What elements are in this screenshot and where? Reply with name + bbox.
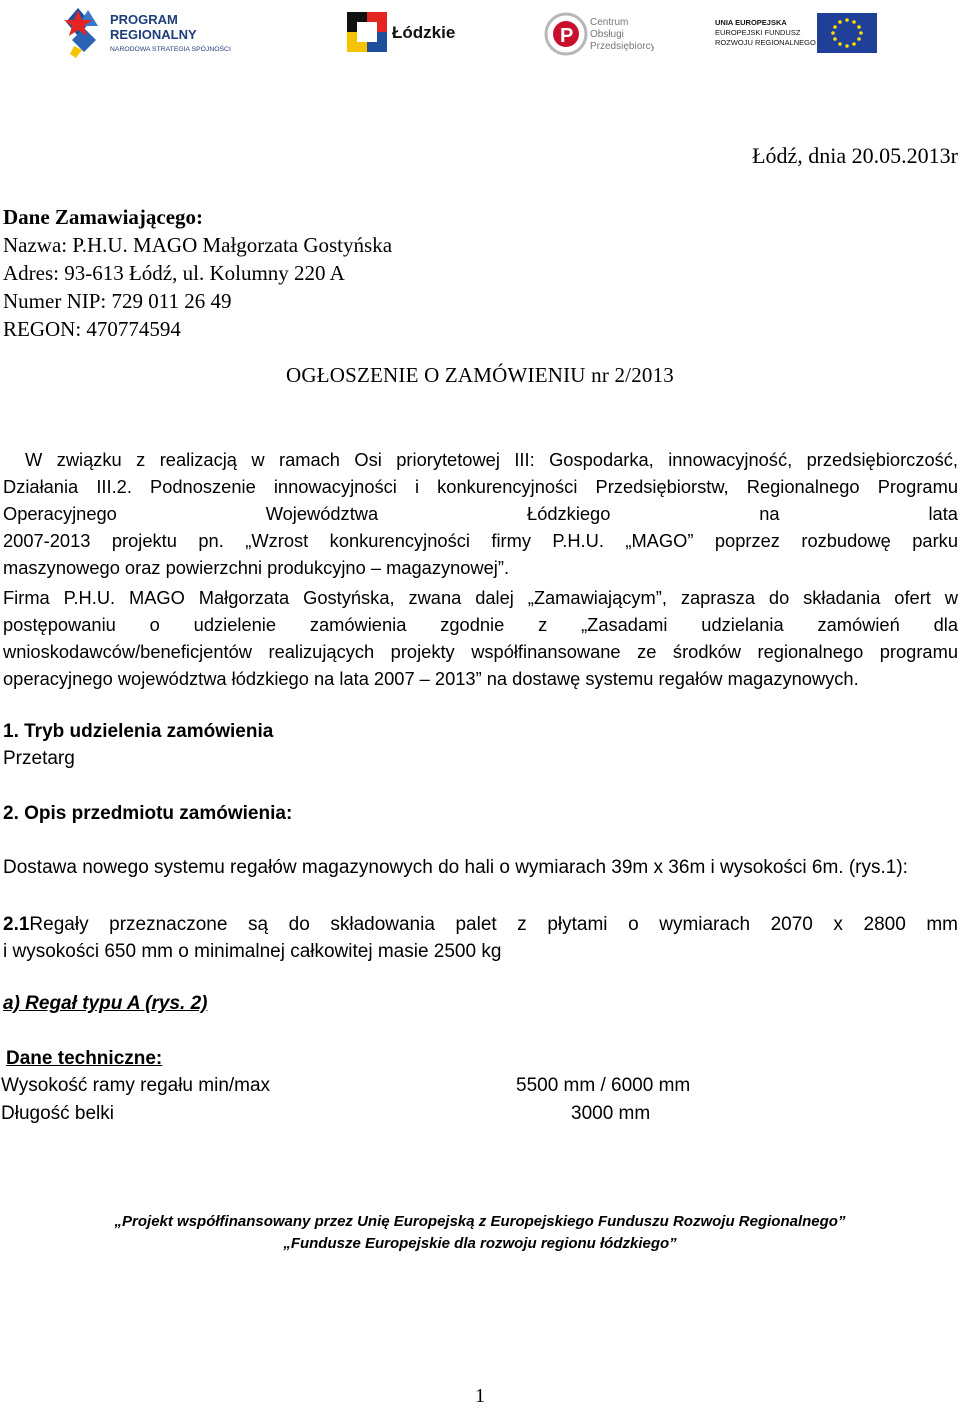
item-2-1	[3, 911, 958, 965]
svg-text:ROZWOJU REGIONALNEGO: ROZWOJU REGIONALNEGO	[715, 38, 816, 47]
svg-text:EUROPEJSKI FUNDUSZ: EUROPEJSKI FUNDUSZ	[715, 28, 801, 37]
intro-word: Operacyjnego	[3, 503, 117, 524]
item-number: 2.1	[3, 914, 30, 935]
section1-value: Przetarg	[3, 748, 75, 769]
tech-row-label: Długość belki	[1, 1103, 114, 1124]
centrum-obslugi-logo	[544, 12, 654, 58]
tech-row-label: Wysokość ramy regału min/max	[1, 1075, 271, 1096]
intro-line: 2007-2013 projektu pn. „Wzrost konkurencyjności firmy P.H.U. „MAGO” poprzez rozbudowę parku	[3, 530, 958, 551]
tech-heading: Dane techniczne:	[6, 1048, 163, 1069]
program-regionalny-logo	[64, 2, 239, 58]
svg-text:Przedsiębiorcy: Przedsiębiorcy	[590, 41, 654, 52]
tech-row-value: 3000 mm	[571, 1103, 651, 1124]
company-line: Firma P.H.U. MAGO Małgorzata Gostyńska, zwana dalej „Zamawiającym”, zaprasza do składania ofert w	[3, 587, 958, 608]
intro-line	[3, 500, 958, 527]
item-2-1-line2: i wysokości 650 mm o minimalnej całkowitej masie 2500 kg	[3, 941, 502, 962]
company-line: postępowaniu o udzielenie zamówienia zgodnie z „Zasadami udzielania zamówień dla	[3, 614, 958, 635]
footer-line-1: „Projekt współfinansowany przez Unię Europejską z Europejskiego Funduszu Rozwoju Regionalnego”	[114, 1213, 846, 1230]
svg-text:REGIONALNY: REGIONALNY	[110, 27, 197, 42]
svg-text:Łódzkie: Łódzkie	[392, 23, 456, 42]
svg-text:NARODOWA STRATEGIA SPÓJNOŚCI: NARODOWA STRATEGIA SPÓJNOŚCI	[110, 46, 231, 53]
svg-text:Centrum: Centrum	[590, 17, 629, 28]
rack-a-heading: a) Regał typu A (rys. 2)	[3, 993, 208, 1014]
document-date: Łódź, dnia 20.05.2013r	[752, 143, 958, 168]
ordering-party-nip: Numer NIP: 729 011 26 49	[3, 289, 232, 313]
svg-text:UNIA EUROPEJSKA: UNIA EUROPEJSKA	[715, 18, 787, 27]
intro-word: Województwa	[265, 503, 379, 524]
ordering-party-name: Nazwa: P.H.U. MAGO Małgorzata Gostyńska	[3, 233, 393, 257]
ordering-party-address: Adres: 93-613 Łódź, ul. Kolumny 220 A	[3, 261, 345, 285]
company-line: operacyjnego województwa łódzkiego na lata 2007 – 2013” na dostawę systemu regałów magazynowych.	[3, 668, 859, 689]
company-paragraph	[3, 584, 958, 692]
item-text: Regały przeznaczone są do składowania palet z płytami o wymiarach 2070 x 2800 mm	[29, 914, 958, 935]
intro-line: maszynowego oraz powierzchni produkcyjno – magazynowej”.	[3, 557, 510, 578]
tech-row-value: 5500 mm / 6000 mm	[516, 1075, 691, 1096]
document-title: OGŁOSZENIE O ZAMÓWIENIU nr 2/2013	[285, 363, 675, 387]
intro-word: Łódzkiego	[527, 503, 611, 524]
intro-line: Działania III.2. Podnoszenie innowacyjności i konkurencyjności Przedsiębiorstw, Regionalnego Programu	[3, 476, 958, 497]
section2-description: Dostawa nowego systemu regałów magazynowych do hali o wymiarach 39m x 36m i wysokości 6m. (rys.1):	[3, 857, 908, 878]
lodzkie-logo	[345, 10, 465, 55]
footer-line-2: „Fundusze Europejskie dla rozwoju regionu łódzkiego”	[283, 1235, 677, 1252]
ordering-party-regon: REGON: 470774594	[3, 317, 181, 341]
section2-heading: 2. Opis przedmiotu zamówienia:	[3, 803, 293, 824]
svg-text:Obsługi: Obsługi	[590, 29, 624, 40]
ordering-party-heading: Dane Zamawiającego:	[3, 205, 204, 229]
intro-paragraph	[3, 446, 958, 581]
intro-line: W związku z realizacją w ramach Osi priorytetowej III: Gospodarka, innowacyjność, przedsiębiorczość,	[25, 449, 958, 470]
section1-heading: 1. Tryb udzielenia zamówienia	[3, 721, 274, 742]
svg-text:PROGRAM: PROGRAM	[110, 12, 178, 27]
svg-text:P: P	[560, 25, 574, 47]
intro-word: lata	[928, 503, 958, 524]
page-number: 1	[475, 1385, 485, 1407]
ordering-party-block	[3, 203, 392, 343]
eu-logo	[715, 11, 880, 55]
intro-word: na	[759, 503, 780, 524]
company-line: wnioskodawców/beneficjentów realizujących projekty współfinansowane ze środków regionalnego programu	[3, 641, 958, 662]
item-2-1-line	[3, 911, 958, 938]
